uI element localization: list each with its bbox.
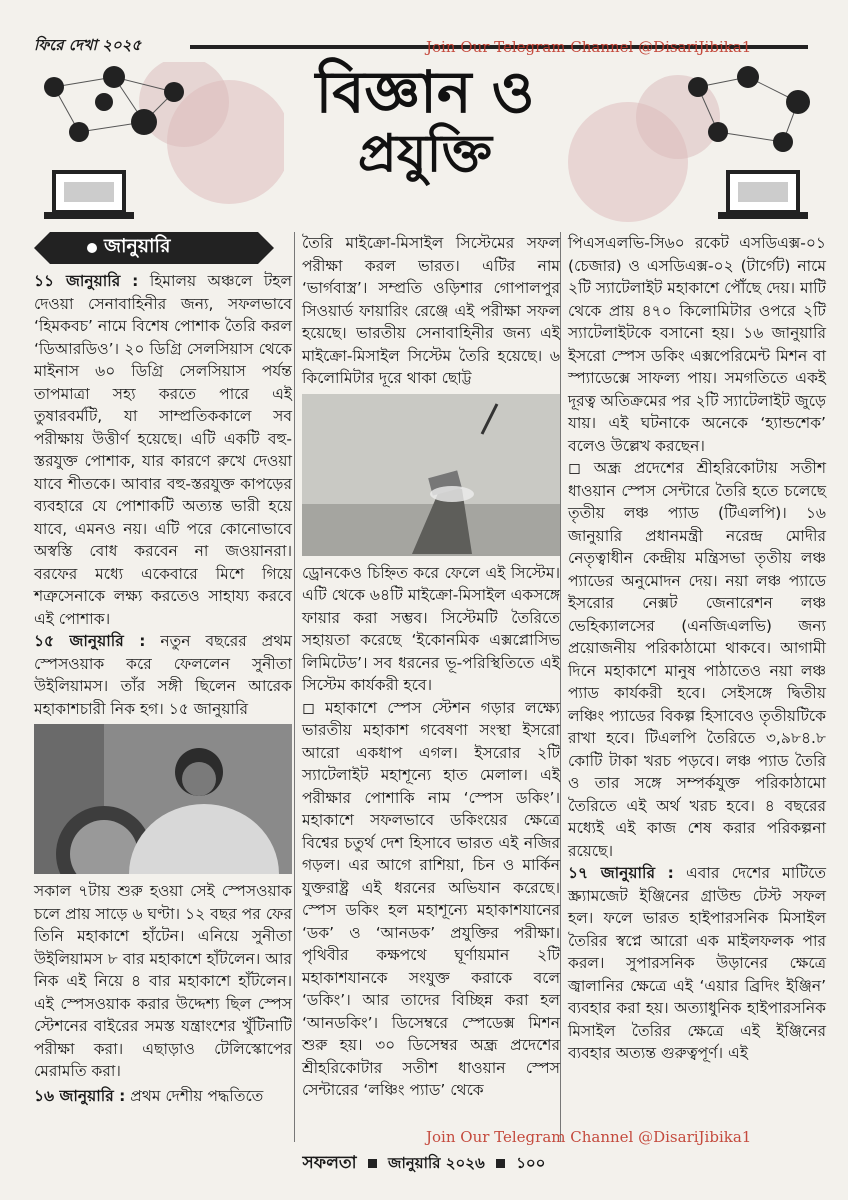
- telegram-watermark-top: Join Our Telegram Channel @DisariJibika1: [426, 38, 752, 56]
- missile-test-photo: [302, 394, 560, 556]
- section-label: ফিরে দেখা ২০২৫: [34, 36, 142, 54]
- entry-spadex: পিএসএলভি-সি৬০ রকেট এসডিএক্স-০১ (চেজার) ও এসডিএক্স-০২ (টার্গেট) নামে ২টি স্যাটেলাইট মহাকাশে পৌঁছে দেয়। মাটি থেকে প্রায় ৪৭০ কিলোমিটার ওপরে ২টি স্যাটেলাইটকে বসানো হয়। ১৬ জানুয়ারি ইসরো স্পেস ডকিং এক্সপেরিমেন্ট মিশন বা স্প্যাডেক্সে সাফল্য পায়। সমগতিতে একই দূরত্ব অতিক্রমের পর ২টি স্যাটেলাইট জুড়ে যায়। এই ঘটনাকে অনেকে ‘হ্যান্ডশেক’ বলেও উল্লেখ করছেন।: [568, 234, 826, 455]
- entry-jan-15: [34, 630, 292, 720]
- entry-missile-cont: ড্রোনকেও চিহ্নিত করে ফেলে এই সিস্টেম। এটি থেকে ৬৪টি মাইক্রো-মিসাইল একসঙ্গে ফায়ার করা সম্ভব। সিস্টেমটি তৈরিতে সহায়তা করেছে ‘ইকোনমিক এক্সপ্লোসিভ লিমিটেড’। সব ধরনের ভূ-পরিস্থিতিতে এই সিস্টেম কার্যকরী হবে।: [302, 563, 561, 694]
- entry-date: ১৫ জানুয়ারি :: [34, 632, 146, 650]
- footer-month-year: জানুয়ারি ২০২৬: [388, 1154, 485, 1172]
- entry-text: হিমালয় অঞ্চলে টহল দেওয়া সেনাবাহিনীর জন্য, সফলভাবে ‘হিমকবচ’ নামে বিশেষ পোশাক তৈরি করল ‘ডিআরডিও’। ২০ ডিগ্রি সেলসিয়াস থেকে মাইনাস ৬০ ডিগ্রি সেলসিয়াস পর্যন্ত তাপমাত্রা সহ্য করতে পারে এই তুষারবর্মটি, যা সাম্প্রতিককালে সব পরীক্ষায় উত্তীর্ণ হয়েছে। এটি একটি বহু-স্তরযুক্ত পোশাক, যার কারণে রুখে দেওয়া যাবে শীতকে। আবার বহু-স্তরযুক্ত কাপড়ের ব্যবহারে যে পোশাকটি অত্যন্ত ভারী হয়ে যাবে, এমনও নয়। এটি পরে কোনোভাবে অস্বস্তি বোধ করবেন না জওয়ানরা। বরফের মধ্যে একেবারে মিশে গিয়ে শত্রুসেনাকে লক্ষ্য করতেও সাহায্য করবে এই পোশাক।: [34, 272, 292, 628]
- month-banner: [34, 232, 292, 264]
- column-divider: [294, 232, 295, 1142]
- entry-text: এবার দেশের মাটিতে স্ক্র্যামজেট ইঞ্জিনের গ্রাউন্ড টেস্ট সফল হল। ফলে ভারত হাইপারসনিক মিসাইল তৈরির স্বপ্নে আরো এক মাইলফলক পার করল। সুপারসনিক উড়ানের ক্ষেত্রে জ্বালানির ক্ষেত্রে এই ‘এয়ার ব্রিদিং ইঞ্জিন’ ব্যবহার করা হয়। অত্যাধুনিক হাইপারসনিক মিসাইল তৈরির ক্ষেত্রে এই ইঞ্জিনের ব্যবহার অত্যন্ত গুরুত্বপূর্ণ। এই: [568, 864, 826, 1062]
- astronaut-photo: [34, 724, 292, 874]
- entry-space-docking: [302, 697, 560, 1102]
- bullet-square-icon: ◻: [302, 698, 326, 717]
- entry-jan-11: [34, 270, 292, 630]
- entry-date: ১৭ জানুয়ারি :: [568, 864, 674, 882]
- month-banner-label: জানুয়ারি: [104, 235, 171, 257]
- article-column-2: [302, 232, 560, 1102]
- page-footer: [0, 1150, 848, 1178]
- article-column-3: [568, 232, 826, 1065]
- entry-jan-17: [568, 862, 826, 1065]
- entry-jan-15-cont: সকাল ৭টায় শুরু হওয়া সেই স্পেসওয়াক চলে প্রায় সাড়ে ৬ ঘণ্টা। ১২ বছর পর ফের তিনি মহাকাশে হাঁটেন। এনিয়ে সুনীতা উইলিয়ামস ৮ বার মহাকাশে হাঁটলেন। আর নিক এই নিয়ে ৪ বার মহাকাশে হাঁটলেন। এই স্পেসওয়াক করার উদ্দেশ্য ছিল স্পেস স্টেশনের বাইরের সমস্ত যন্ত্রাংশের খুঁটিনাটি পরীক্ষা করা। এছাড়াও টেলিস্কোপের মেরামতি করা।: [34, 882, 292, 1080]
- entry-text: অন্ধ্র প্রদেশের শ্রীহরিকোটায় সতীশ ধাওয়ান স্পেস সেন্টারে তৈরি হতে চলেছে তৃতীয় লঞ্চ প্যাড (টিএলপি)। ১৬ জানুয়ারি প্রধানমন্ত্রী নরেন্দ্র মোদীর নেতৃত্বাধীন কেন্দ্রীয় মন্ত্রিসভা তৃতীয় লঞ্চ প্যাডের অনুমোদন দেয়। নয়া লঞ্চ প্যাডে ইসরোর নেক্সট জেনারেশন লঞ্চ ভেহিক্যালসের (এনজিএলভি) জন্য প্রয়োজনীয় পরিকাঠামো থাকবে। আগামী দিনে মহাকাশে মানুষ পাঠাতেও নয়া লঞ্চ প্যাড কার্যকরী হবে। সেইসঙ্গে দ্বিতীয় লঞ্চিং প্যাডের বিকল্প হিসাবেও তৃতীয়টিকে রাখা হবে। টিএলপি তৈরিতে ৩,৯৮৪.৮ কোটি টাকা খরচ পড়বে। লঞ্চ প্যাড তৈরি ও তার সঙ্গে সম্পর্কযুক্ত পরিকাঠামো তৈরিতে এই অর্থ খরচ হবে। ৪ বছরের মধ্যেই এই কাজ শেষ করার পরিকল্পনা রয়েছে।: [568, 459, 826, 860]
- telegram-watermark-bottom: Join Our Telegram Channel @DisariJibika1: [426, 1128, 752, 1146]
- entry-launch-pad: [568, 457, 826, 862]
- title-line-1: বিজ্ঞান ও: [315, 58, 535, 126]
- entry-jan-16: [34, 1085, 292, 1108]
- entry-text: মহাকাশে স্পেস স্টেশন গড়ার লক্ষ্যে ভারতীয় মহাকাশ গবেষণা সংস্থা ইসরো আরো একধাপ এগল। ইসরোর ২টি স্যাটেলাইট মহাশূন্যে হাত মেলাল। এই পরীক্ষার পোশাকি নাম ‘স্পেস ডকিং’। মহাকাশে সফলভাবে ডকিংয়ের ক্ষেত্রে বিশ্বের চতুর্থ দেশ হিসাবে ভারত এই নজির গড়ল। এর আগে রাশিয়া, চিন ও মার্কিন যুক্তরাষ্ট্র এই ধরনের অভিযান করেছে। স্পেস ডকিং হল মহাশূন্যে মহাকাশযানের ‘ডক’ ও ‘আনডক’ প্রযুক্তির পরীক্ষা। পৃথিবীর কক্ষপথে ঘূর্ণায়মান ২টি মহাকাশযানকে সংযুক্ত করাকে বলে ‘ডকিং’। আর তাদের বিচ্ছিন্ন করা হল ‘আনডকিং’। ডিসেম্বরে স্পেডেক্স মিশন শুরু হয়। ৩০ ডিসেম্বর অন্ধ্র প্রদেশের শ্রীহরিকোটার সতীশ ধাওয়ান স্পেস সেন্টারের ‘লঞ্চিং প্যাড’ থেকে: [302, 698, 560, 1099]
- entry-text: নতুন বছরের প্রথম স্পেসওয়াক করে ফেললেন সুনীতা উইলিয়ামস। তাঁর সঙ্গী ছিলেন আরেক মহাকাশচারী নিক হগ। ১৫ জানুয়ারি: [34, 632, 293, 718]
- entry-text: প্রথম দেশীয় পদ্ধতিতে: [125, 1086, 264, 1105]
- title-line-2: প্রযুক্তি: [357, 123, 493, 184]
- square-separator-icon: [368, 1159, 377, 1168]
- tech-network-illustration-left: [34, 62, 284, 227]
- entry-missile: তৈরি মাইক্রো-মিসাইল সিস্টেমের সফল পরীক্ষা করল ভারত। এটির নাম ‘ভার্গবাস্ত্র’। সম্প্রতি ওড়িশার গোপালপুর সিওয়ার্ড ফায়ারিং রেঞ্জে এই পরীক্ষা সফল হয়েছে। ভারতীয় সেনাবাহিনীর জন্য এই মাইক্রো-মিসাইল সিস্টেম তৈরি হয়েছে। ৬ কিলোমিটার দূরে থাকা ছোট্ট: [302, 234, 560, 387]
- entry-date: ১১ জানুয়ারি :: [34, 272, 139, 290]
- column-divider: [560, 232, 561, 1142]
- article-column-1: [34, 232, 292, 1107]
- magazine-brand: সফলতা: [302, 1153, 357, 1173]
- page-title: [300, 60, 550, 184]
- square-separator-icon: [496, 1159, 505, 1168]
- tech-network-illustration-right: [568, 62, 818, 227]
- entry-date: ১৬ জানুয়ারি :: [34, 1086, 126, 1105]
- bullet-square-icon: ◻: [568, 459, 594, 477]
- page-number: ১০০: [516, 1154, 546, 1172]
